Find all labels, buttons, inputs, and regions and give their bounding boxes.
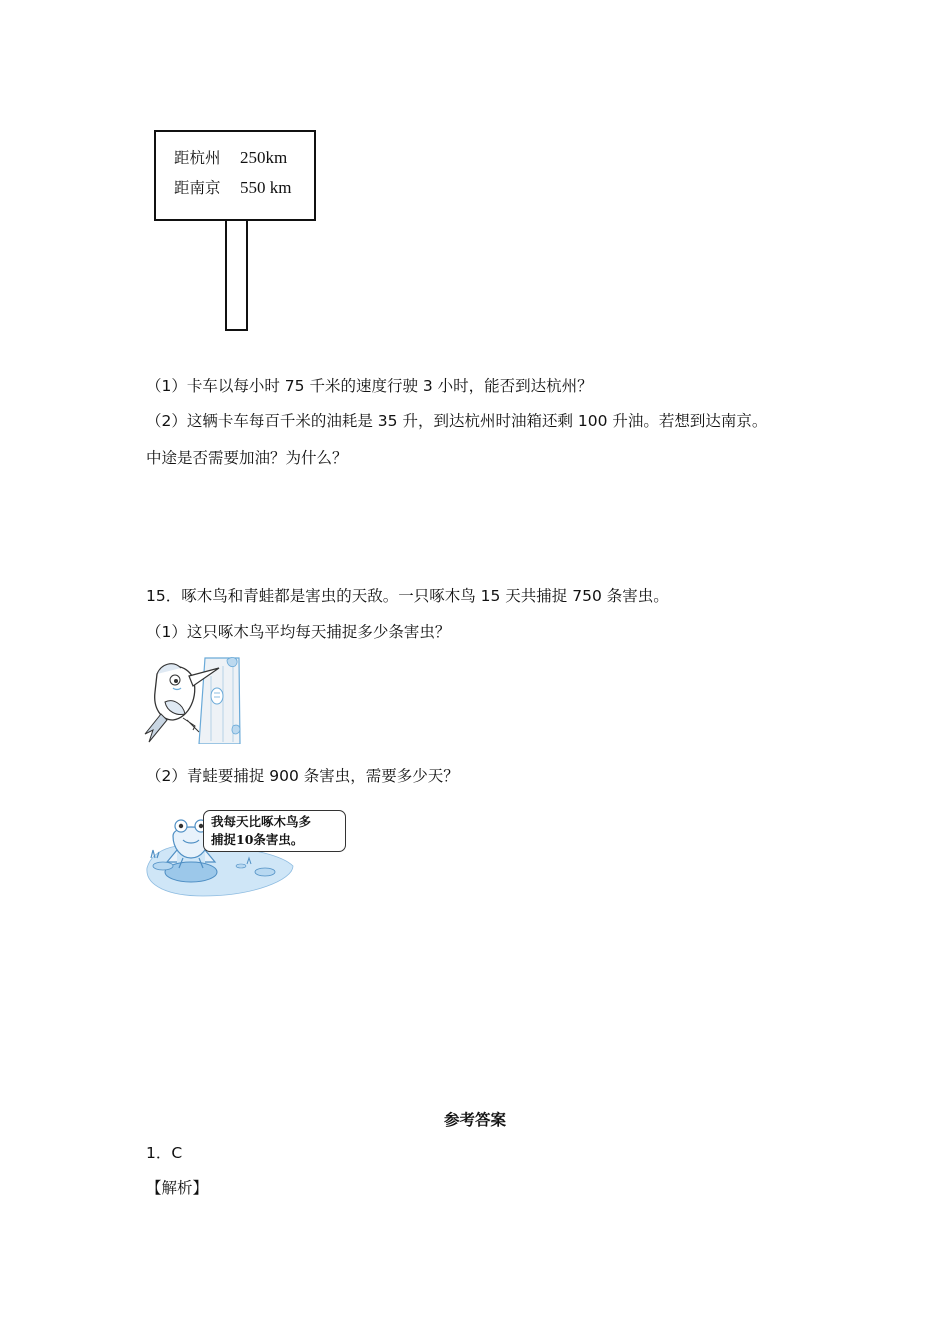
- sign-distance-hangzhou: 250km: [240, 148, 288, 167]
- answer-item-1: 1．C: [146, 1144, 183, 1162]
- q14-part2-line2: 中途是否需要加油？为什么？: [146, 449, 348, 467]
- q15-part1: （1）这只啄木鸟平均每天捕捉多少条害虫？: [146, 623, 451, 641]
- sign-distance-nanjing: 550 km: [240, 178, 292, 197]
- answer-heading: 参考答案: [443, 1111, 506, 1129]
- sign-row-nanjing: [174, 176, 291, 198]
- q15-stem: 15．啄木鸟和青蛙都是害虫的天敌。一只啄木鸟 15 天共捕捉 750 条害虫。: [146, 587, 669, 605]
- woodpecker-illustration: [143, 656, 243, 744]
- q14-part1: （1）卡车以每小时 75 千米的速度行驶 3 小时，能否到达杭州？: [146, 377, 593, 395]
- sign-city-nanjing: 距南京: [174, 179, 221, 197]
- frog-speech-line2: 捕捉10条害虫。: [211, 832, 304, 847]
- road-sign-post: [225, 221, 248, 331]
- road-sign-board: [154, 130, 316, 221]
- q14-part2-line1: （2）这辆卡车每百千米的油耗是 35 升，到达杭州时油箱还剩 100 升油。若想到达南京。: [146, 412, 768, 430]
- sign-row-hangzhou: [174, 146, 287, 168]
- q15-part2: （2）青蛙要捕捉 900 条害虫，需要多少天？: [146, 767, 459, 785]
- frog-speech-bubble: [203, 810, 346, 852]
- sign-city-hangzhou: 距杭州: [174, 149, 221, 167]
- analysis-label: 【解析】: [146, 1179, 209, 1197]
- frog-speech-line1: 我每天比啄木鸟多: [211, 814, 312, 829]
